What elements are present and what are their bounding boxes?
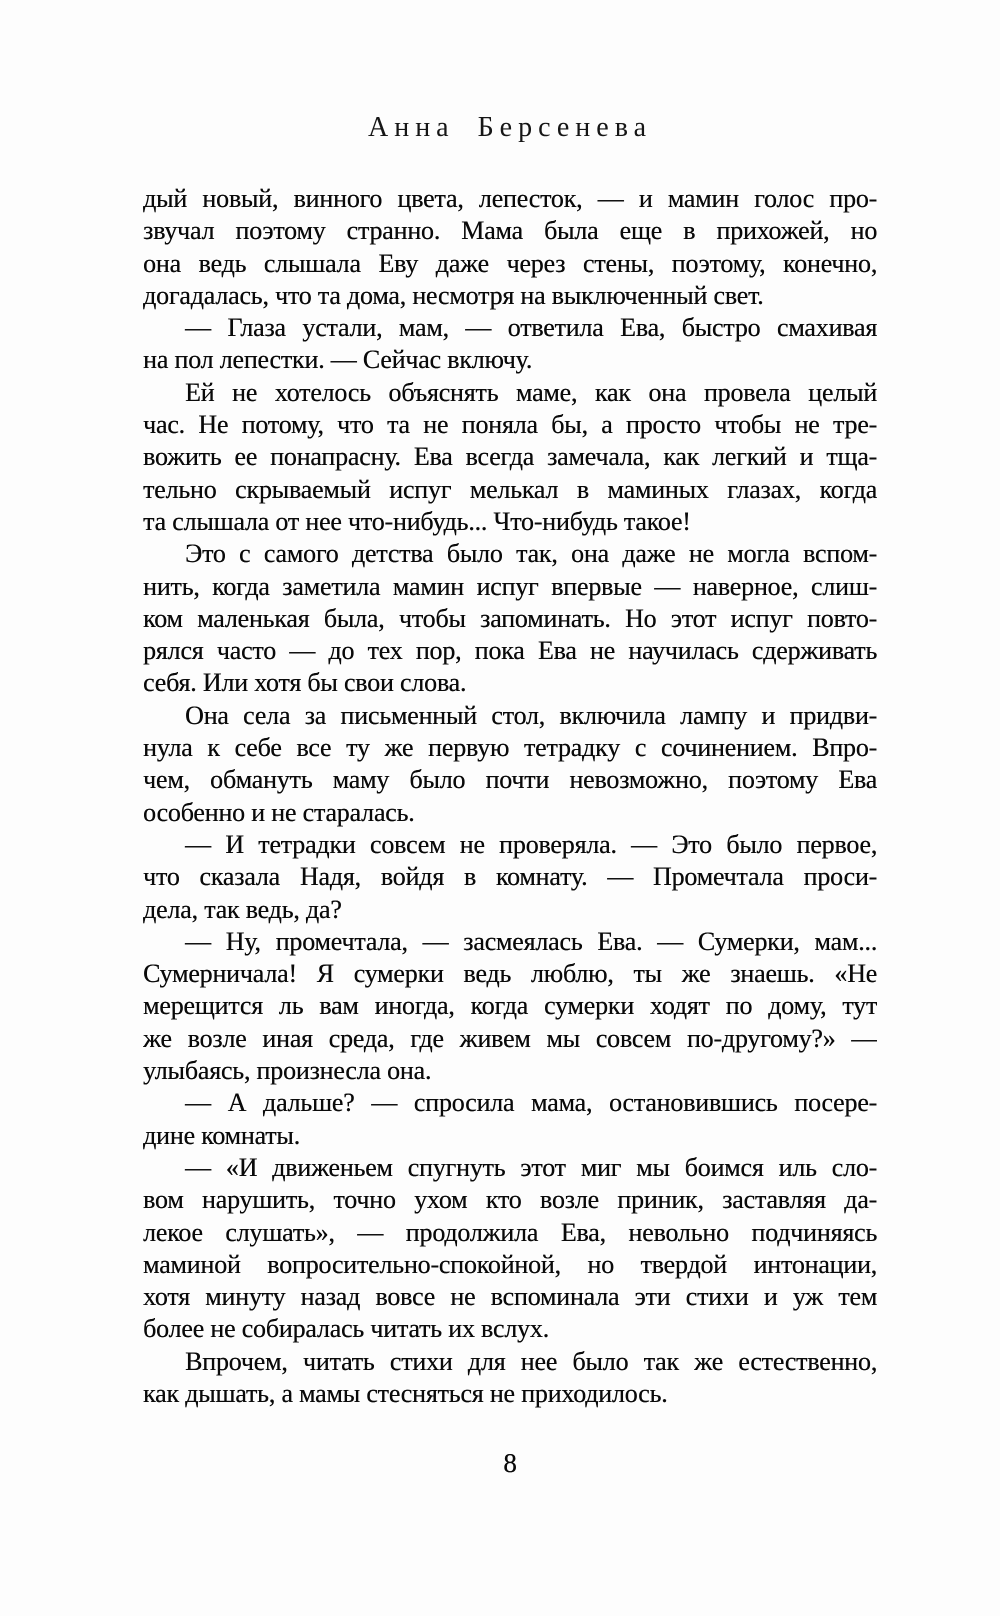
body-text-line: нить, когда заметила мамин испуг впервые — наверное, слиш- [143,571,877,601]
body-text-line: — «И движеньем спугнуть этот миг мы боимся иль сло- [185,1152,877,1182]
paragraph [143,312,877,377]
running-header-author: Анна Берсенева [367,112,652,143]
body-text-line: дый новый, винного цвета, лепесток, — и мамин голос про- [143,184,877,213]
body-text-line: дине комнаты. [143,1120,300,1150]
body-text-line: звучал поэтому странно. Мама была еще в прихожей, но [143,216,877,246]
body-text-line: она ведь слышала Еву даже через стены, поэтому, конечно, [143,248,877,278]
body-text-line: — А дальше? — спросила мама, остановившись посере- [185,1088,877,1118]
body-text-line: Сумерничала! Я сумерки ведь люблю, ты же знаешь. «Не [143,959,877,989]
body-text-line: маминой вопросительно-спокойной, но твердой интонации, [143,1249,877,1279]
body-text-line: особенно и не старалась. [143,797,415,827]
body-text-line: тельно скрываемый испуг мелькал в маминых глазах, когда [143,474,877,504]
body-text-line: более не собиралась читать их вслух. [143,1314,549,1344]
body-text-line: Ей не хотелось объяснять маме, как она провела целый [185,377,877,407]
paragraph [143,1346,877,1411]
body-text-line: как дышать, а мамы стесняться не приходилось. [143,1378,668,1408]
body-text-line: Впрочем, читать стихи для нее было так же естественно, [185,1346,877,1376]
body-text-line: час. Не потому, что та не поняла бы, а просто чтобы не тре- [143,410,877,440]
body-text-line: вожить ее понапрасну. Ева всегда замечала, как легкий и тща- [143,442,877,472]
body-text-line: чем, обмануть маму было почти невозможно, поэтому Ева [143,765,877,795]
paragraph [143,926,877,1087]
body-text-line: Она села за письменный стол, включила лампу и придви- [185,700,877,730]
body-text-line: — И тетрадки совсем не проверяла. — Это было первое, [185,829,877,859]
body-text-line: что сказала Надя, войдя в комнату. — Промечтала проси- [143,862,877,892]
body-text-line: вом нарушить, точно ухом кто возле приник, заставляя да- [143,1185,877,1215]
body-text-line: себя. Или хотя бы свои слова. [143,668,467,698]
body-text-line: улыбаясь, произнесла она. [143,1056,432,1086]
paragraph [143,700,877,829]
body-text-line: Это с самого детства было так, она даже не могла вспом- [185,539,877,569]
paragraph [143,829,877,926]
paragraph [143,1087,877,1152]
body-text-line: догадалась, что та дома, несмотря на выключенный свет. [143,280,764,310]
body-text-line: дела, так ведь, да? [143,894,342,924]
body-text-line: же возле иная среда, где живем мы совсем по-другому?» — [143,1023,877,1053]
body-text-line: — Ну, промечтала, — засмеялась Ева. — Сумерки, мам... [185,926,877,956]
paragraph [143,1152,877,1346]
body-text-line: та слышала от нее что-нибудь... Что-нибудь такое! [143,506,691,536]
paragraph [143,183,877,312]
page-number: 8 [503,1448,517,1478]
paragraph [143,377,877,538]
body-text-line: рялся часто — до тех пор, пока Ева не научилась сдерживать [143,636,877,666]
text-block [143,183,877,1410]
body-text-line: хотя минуту назад вовсе не вспоминала эти стихи и уж тем [143,1282,877,1312]
body-text-line: — Глаза устали, мам, — ответила Ева, быстро смахивая [185,313,877,343]
paragraph [143,538,877,699]
body-text-line: нула к себе все ту же первую тетрадку с сочинением. Впро- [143,733,877,763]
body-text-line: лекое слушать», — продолжила Ева, невольно подчиняясь [143,1217,877,1247]
body-text-line: мерещится ль вам иногда, когда сумерки ходят по дому, тут [143,991,877,1021]
body-text-line: на пол лепестки. — Сейчас включу. [143,345,533,375]
body-text-line: ком маленькая была, чтобы запоминать. Но этот испуг повто- [143,603,877,633]
